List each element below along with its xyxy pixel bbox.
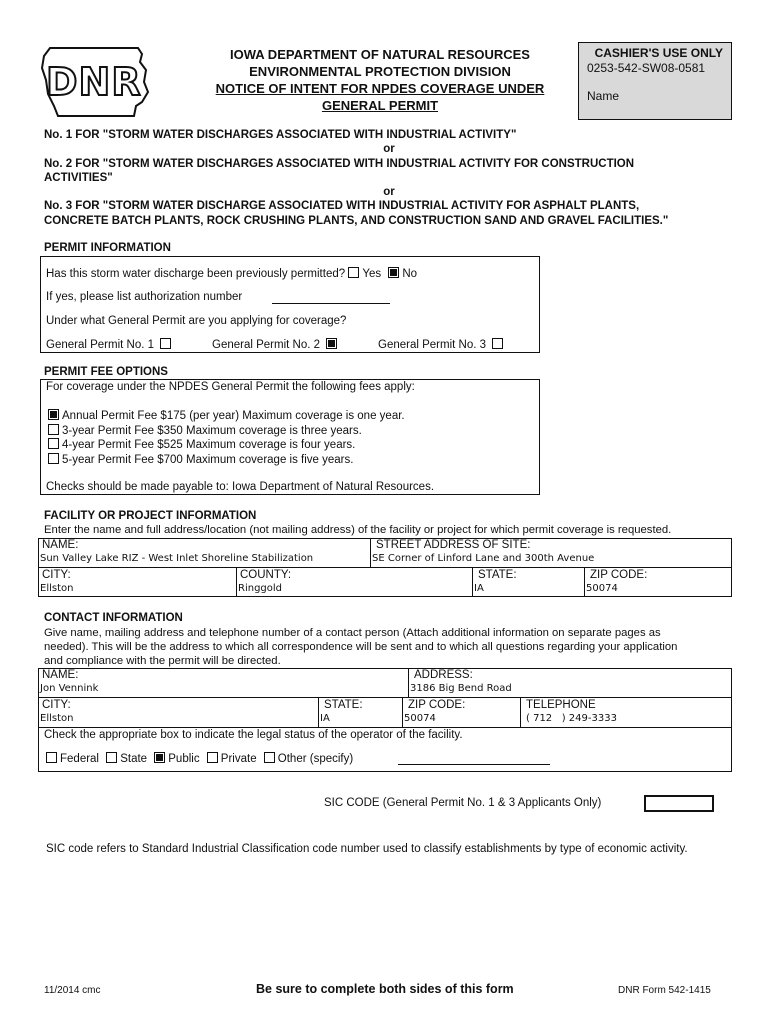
contact-zip-value[interactable]: 50074 (404, 713, 436, 724)
or-separator: or (383, 143, 395, 156)
sic-code-input[interactable] (644, 795, 714, 812)
contact-name-value[interactable]: Jon Vennink (40, 683, 99, 694)
contact-name-label: NAME: (42, 669, 79, 681)
three-year-fee-label: 3-year Permit Fee $350 Maximum coverage is three years. (62, 424, 362, 437)
facility-state-value[interactable]: IA (474, 583, 484, 594)
state-label: State (120, 753, 148, 765)
dnr-logo (38, 44, 156, 122)
form-title-line2: GENERAL PERMIT (321, 98, 439, 113)
division-name: ENVIRONMENTAL PROTECTION DIVISION (249, 64, 511, 79)
general-permit-1-checkbox[interactable] (160, 338, 171, 349)
legal-status-question: Check the appropriate box to indicate the legal status of the operator of the facility. (44, 729, 463, 741)
facility-zip-value[interactable]: 50074 (586, 583, 618, 594)
permit-no2-desc: No. 2 FOR "STORM WATER DISCHARGES ASSOCIATED WITH INDUSTRIAL ACTIVITY FOR CONSTRUCTION (44, 157, 635, 170)
facility-intro: Enter the name and full address/location (not mailing address) of the facility or project for which permit coverage is requested. (44, 524, 672, 536)
telephone-number: ) 249-3333 (561, 713, 617, 724)
telephone-area-code: ( 712 (526, 713, 553, 724)
contact-city-value[interactable]: Ellston (40, 713, 74, 724)
previously-permitted-question: Has this storm water discharge been previously permitted? (46, 268, 346, 280)
contact-intro-line3: and compliance with the permit will be directed. (44, 655, 281, 667)
facility-title: FACILITY OR PROJECT INFORMATION (44, 510, 257, 522)
fee-intro: For coverage under the NPDES General Permit the following fees apply: (46, 381, 415, 393)
footer-reminder: Be sure to complete both sides of this form (256, 982, 514, 996)
authorization-number-field[interactable] (272, 303, 390, 304)
facility-zip-label: ZIP CODE: (590, 569, 648, 581)
contact-address-value[interactable]: 3186 Big Bend Road (410, 683, 512, 694)
county-label: COUNTY: (240, 569, 292, 581)
divider (520, 697, 521, 727)
facility-name-label: NAME: (42, 539, 79, 551)
four-year-fee-checkbox[interactable] (48, 438, 59, 449)
general-permit-2-label: General Permit No. 2 (212, 339, 321, 351)
authorization-number-label: If yes, please list authorization number (46, 291, 243, 303)
private-checkbox[interactable] (207, 752, 218, 763)
fee-options-title: PERMIT FEE OPTIONS (44, 366, 168, 378)
four-year-fee-label: 4-year Permit Fee $525 Maximum coverage is four years. (62, 439, 356, 451)
yes-label: Yes (362, 268, 382, 280)
cashier-title: CASHIER'S USE ONLY (594, 46, 723, 60)
contact-title: CONTACT INFORMATION (44, 612, 183, 624)
federal-checkbox[interactable] (46, 752, 57, 763)
contact-state-label: STATE: (324, 699, 363, 711)
contact-state-value[interactable]: IA (320, 713, 330, 724)
divider (370, 538, 371, 567)
divider (38, 567, 732, 568)
contact-intro-line1: Give name, mailing address and telephone number of a contact person (Attach additional information on separate pages as (44, 627, 661, 639)
divider (402, 697, 403, 727)
facility-city-label: CITY: (42, 569, 71, 581)
federal-label: Federal (60, 753, 99, 765)
permit-no2-desc-cont: ACTIVITIES" (44, 171, 113, 184)
facility-city-value[interactable]: Ellston (40, 583, 74, 594)
sic-code-label: SIC CODE (General Permit No. 1 & 3 Applicants Only) (324, 797, 602, 809)
state-checkbox[interactable] (106, 752, 117, 763)
three-year-fee-checkbox[interactable] (48, 424, 59, 435)
contact-zip-label: ZIP CODE: (408, 699, 466, 711)
permit-no3-desc-cont: CONCRETE BATCH PLANTS, ROCK CRUSHING PLANTS, AND CONSTRUCTION SAND AND GRAVEL FACILITIES." (44, 214, 669, 227)
no-label: No (402, 268, 418, 280)
general-permit-3-checkbox[interactable] (492, 338, 503, 349)
contact-city-label: CITY: (42, 699, 71, 711)
street-address-value[interactable]: SE Corner of Linford Lane and 300th Avenue (372, 553, 595, 564)
logo-text: DNR (46, 60, 142, 104)
general-permit-1-label: General Permit No. 1 (46, 339, 155, 351)
permit-info-title: PERMIT INFORMATION (44, 242, 171, 254)
yes-checkbox[interactable] (348, 267, 359, 278)
divider (236, 567, 237, 597)
form-title-line1: NOTICE OF INTENT FOR NPDES COVERAGE UNDER (215, 81, 545, 96)
contact-address-label: ADDRESS: (414, 669, 473, 681)
checks-payable-note: Checks should be made payable to: Iowa Department of Natural Resources. (46, 481, 435, 493)
general-permit-3-label: General Permit No. 3 (378, 339, 487, 351)
or-separator: or (383, 186, 395, 199)
private-label: Private (220, 753, 257, 765)
divider (584, 567, 585, 597)
cashier-name-label: Name (587, 89, 620, 103)
permit-no3-desc: No. 3 FOR "STORM WATER DISCHARGE ASSOCIATED WITH INDUSTRIAL ACTIVITY FOR ASPHALT PLANTS, (44, 200, 640, 213)
other-checkbox[interactable] (264, 752, 275, 763)
contact-intro-line2: needed). This will be the address to which all correspondence will be sent and to which all questions regarding your application (44, 641, 678, 653)
no-checkbox[interactable] (388, 267, 399, 278)
department-name: IOWA DEPARTMENT OF NATURAL RESOURCES (230, 47, 530, 62)
telephone-value[interactable] (526, 713, 617, 724)
five-year-fee-label: 5-year Permit Fee $700 Maximum coverage is five years. (62, 453, 354, 466)
divider (38, 727, 732, 728)
footer-form-number: DNR Form 542-1415 (618, 985, 711, 996)
sic-code-note: SIC code refers to Standard Industrial Classification code number used to classify establishments by type of economic activity. (46, 843, 688, 855)
permit-no1-desc: No. 1 FOR "STORM WATER DISCHARGES ASSOCIATED WITH INDUSTRIAL ACTIVITY" (44, 129, 517, 141)
divider (408, 668, 409, 697)
facility-name-value[interactable]: Sun Valley Lake RIZ - West Inlet Shoreline Stabilization (40, 553, 314, 564)
divider (38, 697, 732, 698)
public-label: Public (168, 753, 200, 765)
facility-state-label: STATE: (478, 569, 517, 581)
annual-fee-checkbox[interactable] (48, 409, 59, 420)
cashier-number: 0253-542-SW08-0581 (587, 61, 706, 75)
footer-date: 11/2014 cmc (44, 985, 101, 996)
other-label: Other (specify) (277, 753, 354, 765)
cashier-box (578, 42, 732, 120)
other-specify-field[interactable] (398, 764, 550, 765)
divider (318, 697, 319, 727)
street-address-label: STREET ADDRESS OF SITE: (376, 539, 531, 551)
general-permit-question: Under what General Permit are you applying for coverage? (46, 315, 347, 327)
divider (472, 567, 473, 597)
county-value[interactable]: Ringgold (238, 583, 283, 594)
five-year-fee-checkbox[interactable] (48, 453, 59, 464)
general-permit-2-checkbox[interactable] (326, 338, 337, 349)
public-checkbox[interactable] (154, 752, 165, 763)
telephone-label: TELEPHONE (526, 699, 596, 711)
annual-fee-label: Annual Permit Fee $175 (per year) Maximum coverage is one year. (62, 410, 405, 422)
